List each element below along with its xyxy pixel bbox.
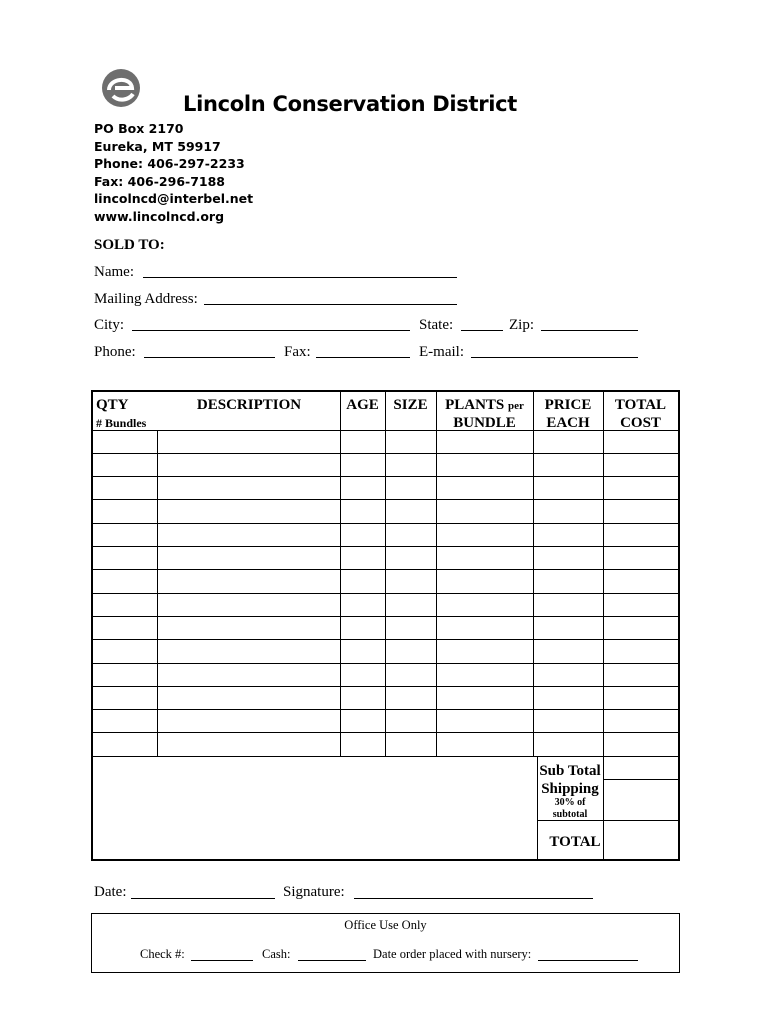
table-row[interactable] (92, 476, 679, 477)
header-total: TOTAL (614, 397, 667, 413)
signature-label: Signature: (283, 884, 345, 900)
table-row[interactable] (92, 709, 679, 710)
cash-label: Cash: (262, 947, 291, 961)
office-use-box (91, 913, 680, 973)
col-divider-plants (533, 391, 534, 756)
name-label: Name: (94, 264, 134, 280)
header-plants-per: per (508, 400, 524, 412)
table-row[interactable] (92, 546, 679, 547)
date-label: Date: (94, 884, 127, 900)
col-divider-size (436, 391, 437, 756)
header-qty: QTY (96, 397, 129, 413)
table-row[interactable] (92, 569, 679, 570)
check-field[interactable] (191, 960, 253, 961)
sold-to-heading: SOLD TO: (94, 237, 165, 253)
nursery-date-label: Date order placed with nursery: (373, 947, 532, 961)
office-use-title: Office Use Only (344, 918, 427, 932)
table-row[interactable] (92, 686, 679, 687)
col-divider-age (385, 391, 386, 756)
zip-label: Zip: (509, 317, 534, 333)
table-row[interactable] (92, 593, 679, 594)
table-row[interactable] (92, 430, 679, 431)
address-line-fax: Fax: 406-296-7188 (94, 173, 226, 189)
phone-label: Phone: (94, 344, 136, 360)
header-total-cost: COST (620, 415, 661, 431)
table-row[interactable] (92, 756, 679, 757)
table-row[interactable] (92, 499, 679, 500)
header-plants-bundle: BUNDLE (453, 415, 516, 431)
check-label: Check #: (140, 947, 185, 961)
address-line-phone: Phone: 406-297-2233 (94, 156, 245, 172)
table-row[interactable] (92, 732, 679, 733)
total-label: TOTAL (549, 834, 601, 850)
header-price: PRICE (544, 397, 592, 413)
table-row[interactable] (92, 663, 679, 664)
header-plants-label: PLANTS (445, 397, 505, 413)
shipping-label: Shipping (541, 781, 599, 797)
address-line-email: lincolncd@interbel.net (94, 191, 254, 207)
organization-name: Lincoln Conservation District (183, 92, 518, 116)
header-qty-bundles: # Bundles (96, 416, 147, 430)
address-line-city: Eureka, MT 59917 (94, 138, 221, 154)
address-line-po-box: PO Box 2170 (94, 121, 184, 136)
header-price-each: EACH (546, 415, 590, 431)
table-left-border (91, 390, 93, 860)
col-divider-price (603, 391, 604, 756)
table-row[interactable] (92, 616, 679, 617)
table-right-border (678, 390, 680, 860)
shipping-note-line-1: 30% of (554, 797, 586, 808)
fax-label: Fax: (284, 344, 311, 360)
header-size: SIZE (393, 397, 428, 413)
table-bottom-border (91, 859, 680, 861)
table-row[interactable] (92, 523, 679, 524)
header-plants (436, 397, 533, 415)
signature-field[interactable] (354, 898, 593, 899)
table-row[interactable] (92, 453, 679, 454)
subtotal-label: Sub Total (539, 763, 601, 779)
date-field[interactable] (131, 898, 275, 899)
table-row[interactable] (92, 639, 679, 640)
shipping-note-line-2: subtotal (552, 809, 588, 820)
mailing-address-label: Mailing Address: (94, 291, 198, 307)
cash-field[interactable] (298, 960, 366, 961)
header-description: DESCRIPTION (196, 397, 302, 413)
city-label: City: (94, 317, 125, 333)
subtotal-row-line (603, 779, 679, 780)
nursery-date-field[interactable] (538, 960, 638, 961)
email-label: E-mail: (419, 344, 464, 360)
col-divider-description (340, 391, 341, 756)
state-label: State: (419, 317, 454, 333)
address-line-website: www.lincolncd.org (94, 208, 225, 224)
header-age: AGE (346, 397, 379, 413)
